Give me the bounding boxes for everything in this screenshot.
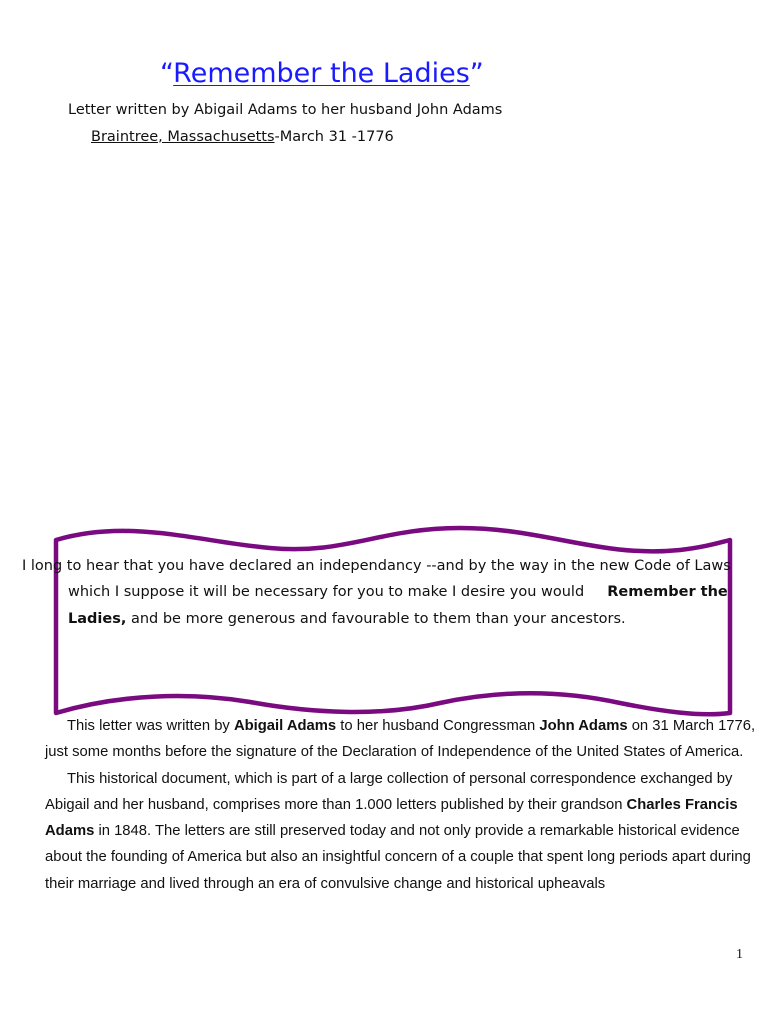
quote-line-3: [68, 611, 626, 627]
quote-line-2: [68, 584, 728, 600]
p2-text-a: This historical document, which is part of a large collection of personal correspondence exchanged by Abigail and her husband, comprises more than 1.000 letters published by their grandson: [45, 770, 733, 813]
place-date-line: [91, 129, 394, 145]
quote-line-3-text: and be more generous and favourable to them than your ancestors.: [126, 611, 626, 627]
place-name: Braintree, Massachusetts: [91, 129, 275, 145]
title-text: Remember the Ladies: [173, 58, 470, 89]
quote-emphasis-1: Remember the: [607, 584, 728, 600]
body-text: [45, 713, 768, 897]
p1-text-c: to her husband Congressman: [336, 718, 540, 734]
quote-emphasis-2: Ladies,: [68, 611, 127, 627]
subtitle: Letter written by Abigail Adams to her husband John Adams: [68, 102, 503, 118]
page-number: 1: [736, 947, 743, 962]
paragraph-1: [45, 713, 768, 766]
p1-text-a: This letter was written by: [67, 718, 234, 734]
p2-name-charles: Charles Francis Adams: [45, 796, 738, 840]
p2-text-c: in 1848. The letters are still preserved today and not only provide a remarkable historical evidence about the founding of America but also an insightful concern of a couple that spent long periods apart during their marriage and lived through an era of convulsive change and historical upheavals: [45, 823, 751, 892]
quote-line-2-text: which I suppose it will be necessary for you to make I desire you would: [68, 584, 585, 600]
letter-date: -March 31 -1776: [274, 129, 394, 145]
p1-text-e: on 31 March 1776, just some months before the signature of the Declaration of Independence of the United States of America.: [45, 718, 756, 761]
p1-name-john: John Adams: [539, 718, 628, 734]
paragraph-2: [45, 766, 768, 897]
title-close-quote: ”: [469, 58, 484, 89]
page-title: [160, 58, 484, 89]
p1-name-abigail: Abigail Adams: [233, 718, 337, 734]
quote-line-1: I long to hear that you have declared an independancy --and by the way in the new Code of Laws: [22, 558, 731, 574]
title-open-quote: “: [160, 58, 174, 89]
